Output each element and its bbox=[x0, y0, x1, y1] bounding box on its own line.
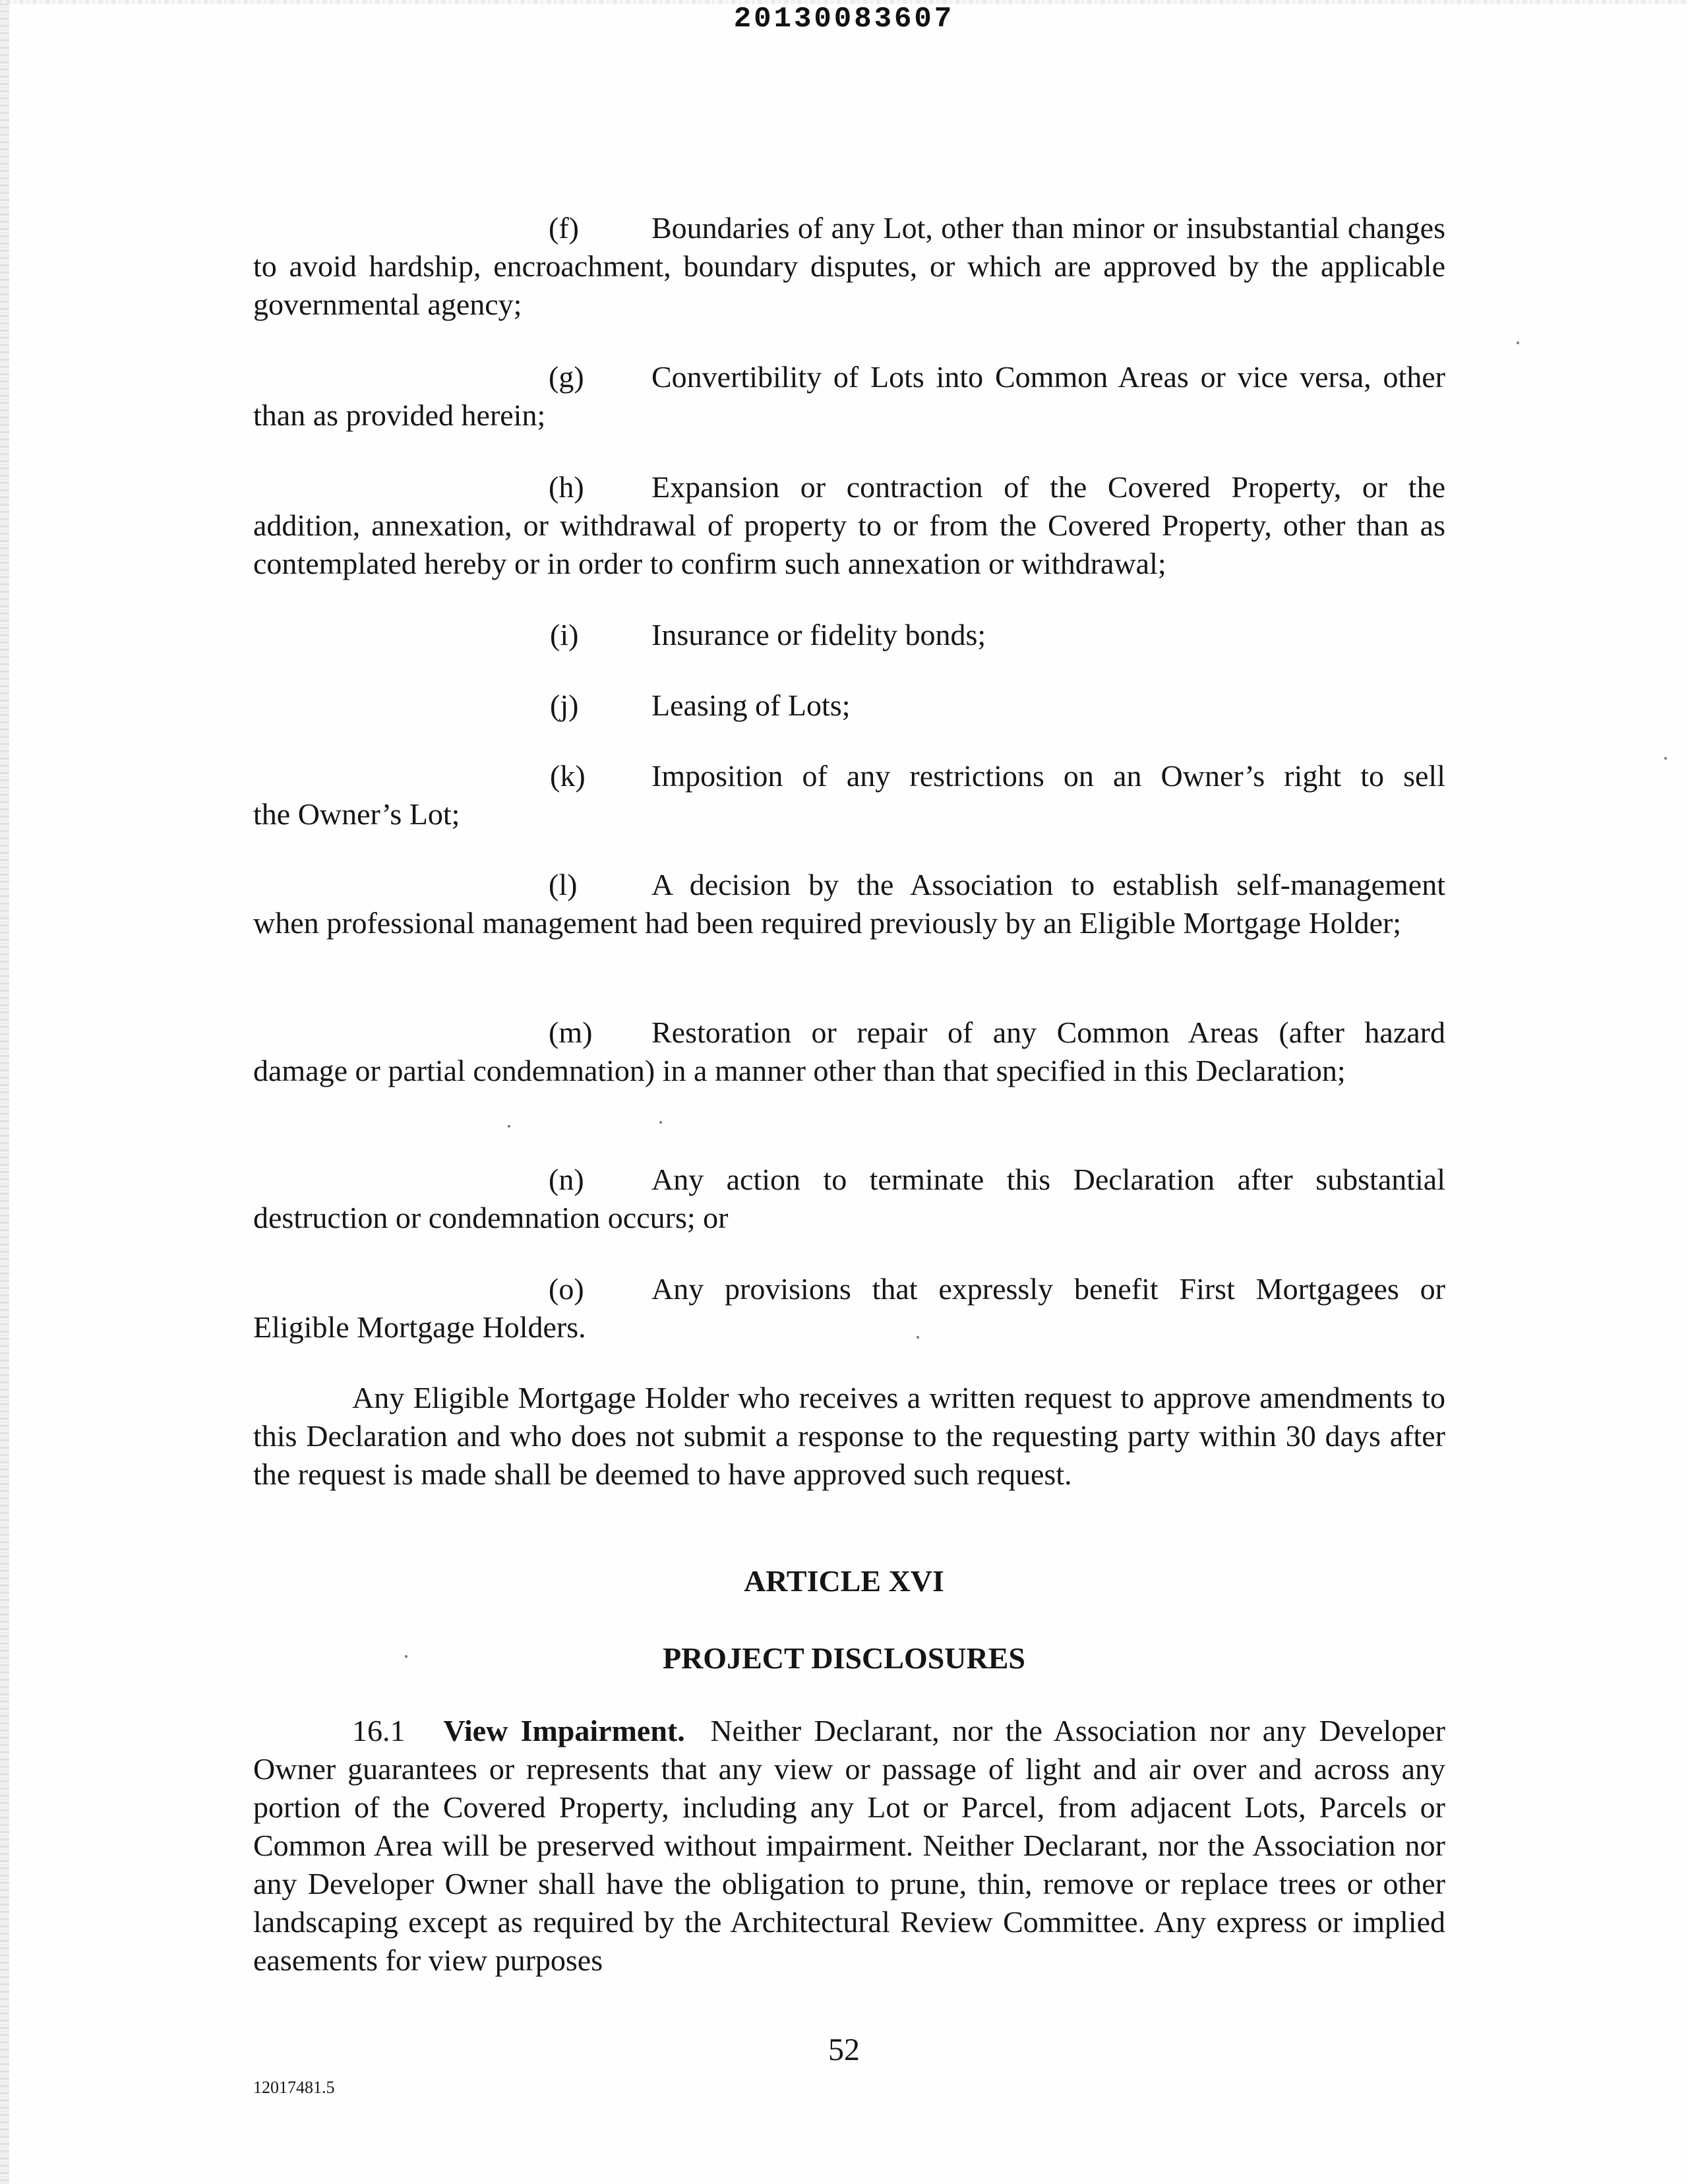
section-16-1 bbox=[253, 1712, 1445, 1980]
item-g-mark: (g) bbox=[549, 360, 584, 394]
item-g-text: Convertibility of Lots into Common Areas or vice versa, other than as provided herein; bbox=[253, 360, 1445, 432]
item-n-text: Any action to terminate this Declaration after substantial destruction or condemnation occurs; or bbox=[253, 1163, 1445, 1234]
document-id: 12017481.5 bbox=[253, 2078, 335, 2097]
section-heading: View Impairment. bbox=[443, 1714, 685, 1747]
item-f bbox=[253, 209, 1445, 324]
scan-edge-artifact bbox=[0, 0, 9, 2184]
item-k-text: Imposition of any restrictions on an Owner’s right to sell bbox=[651, 759, 1445, 793]
item-h bbox=[253, 468, 1445, 583]
item-j bbox=[550, 686, 851, 725]
scan-speck bbox=[405, 1655, 407, 1658]
section-text: Neither Declarant, nor the Association nor any Developer Owner guarantees or represents that any view or passage of light and air over and across any portion of the Covered Property, including any Lot or Parcel, from adjacent Lots, Parcels or Common Area will be preserved without impairment. Neither Declarant, nor the Association nor any Developer Owner shall have the obligation to prune, thin, remove or replace trees or other landscaping except as required by the Architectural Review Committee. Any express or implied easements for view purposes bbox=[253, 1714, 1446, 1977]
scan-speck bbox=[508, 1125, 510, 1128]
item-h-mark: (h) bbox=[549, 470, 584, 504]
item-o-mark: (o) bbox=[549, 1272, 584, 1306]
item-i bbox=[550, 616, 986, 654]
article-title: PROJECT DISCLOSURES bbox=[662, 1641, 1026, 1675]
item-f-text: Boundaries of any Lot, other than minor or insubstantial changes to avoid hardship, encroachment, boundary disputes, or which are approved by the applicable governmental agency; bbox=[253, 211, 1445, 321]
item-i-text: Insurance or fidelity bonds; bbox=[651, 618, 986, 652]
item-m-mark: (m) bbox=[549, 1016, 593, 1049]
item-j-text: Leasing of Lots; bbox=[651, 688, 851, 722]
scan-speck bbox=[1517, 342, 1519, 344]
item-h-text: Expansion or contraction of the Covered Property, or the addition, annexation, or withdrawal of property to or from the Covered Property, other than as contemplated hereby or in order to confirm such annexation or withdrawal; bbox=[253, 470, 1445, 580]
item-k bbox=[550, 757, 1445, 795]
scan-speck bbox=[1664, 757, 1667, 760]
item-i-mark: (i) bbox=[550, 618, 579, 652]
recording-number: 20130083607 bbox=[733, 3, 955, 36]
closing-paragraph: Any Eligible Mortgage Holder who receives a written request to approve amendments to this Declaration and who does not submit a response to the requesting party within 30 days after the request is made shall be deemed to have approved such request. bbox=[253, 1381, 1445, 1491]
article-number: ARTICLE XVI bbox=[744, 1564, 944, 1598]
item-j-mark: (j) bbox=[550, 688, 579, 722]
item-l-mark: (l) bbox=[549, 868, 578, 901]
item-o bbox=[253, 1270, 1445, 1347]
scan-speck bbox=[659, 1121, 662, 1124]
section-number: 16.1 bbox=[352, 1714, 406, 1747]
page-number: 52 bbox=[828, 2032, 860, 2067]
item-m-text: Restoration or repair of any Common Areas (after hazard damage or partial condemnation) in a manner other than that specified in this Declaration; bbox=[253, 1016, 1445, 1087]
item-o-text: Any provisions that expressly benefit First Mortgagees or Eligible Mortgage Holders. bbox=[253, 1272, 1445, 1344]
item-g bbox=[253, 358, 1445, 435]
scan-speck bbox=[917, 1336, 919, 1339]
item-k-continuation: the Owner’s Lot; bbox=[253, 797, 460, 831]
item-m bbox=[253, 1014, 1445, 1090]
item-f-mark: (f) bbox=[549, 211, 579, 245]
item-l-text: A decision by the Association to establish self-management when professional management had been required previously by an Eligible Mortgage Holder; bbox=[253, 868, 1445, 940]
item-n bbox=[253, 1161, 1445, 1237]
item-k-mark: (k) bbox=[550, 759, 586, 793]
item-n-mark: (n) bbox=[549, 1163, 584, 1196]
item-l bbox=[253, 866, 1445, 942]
